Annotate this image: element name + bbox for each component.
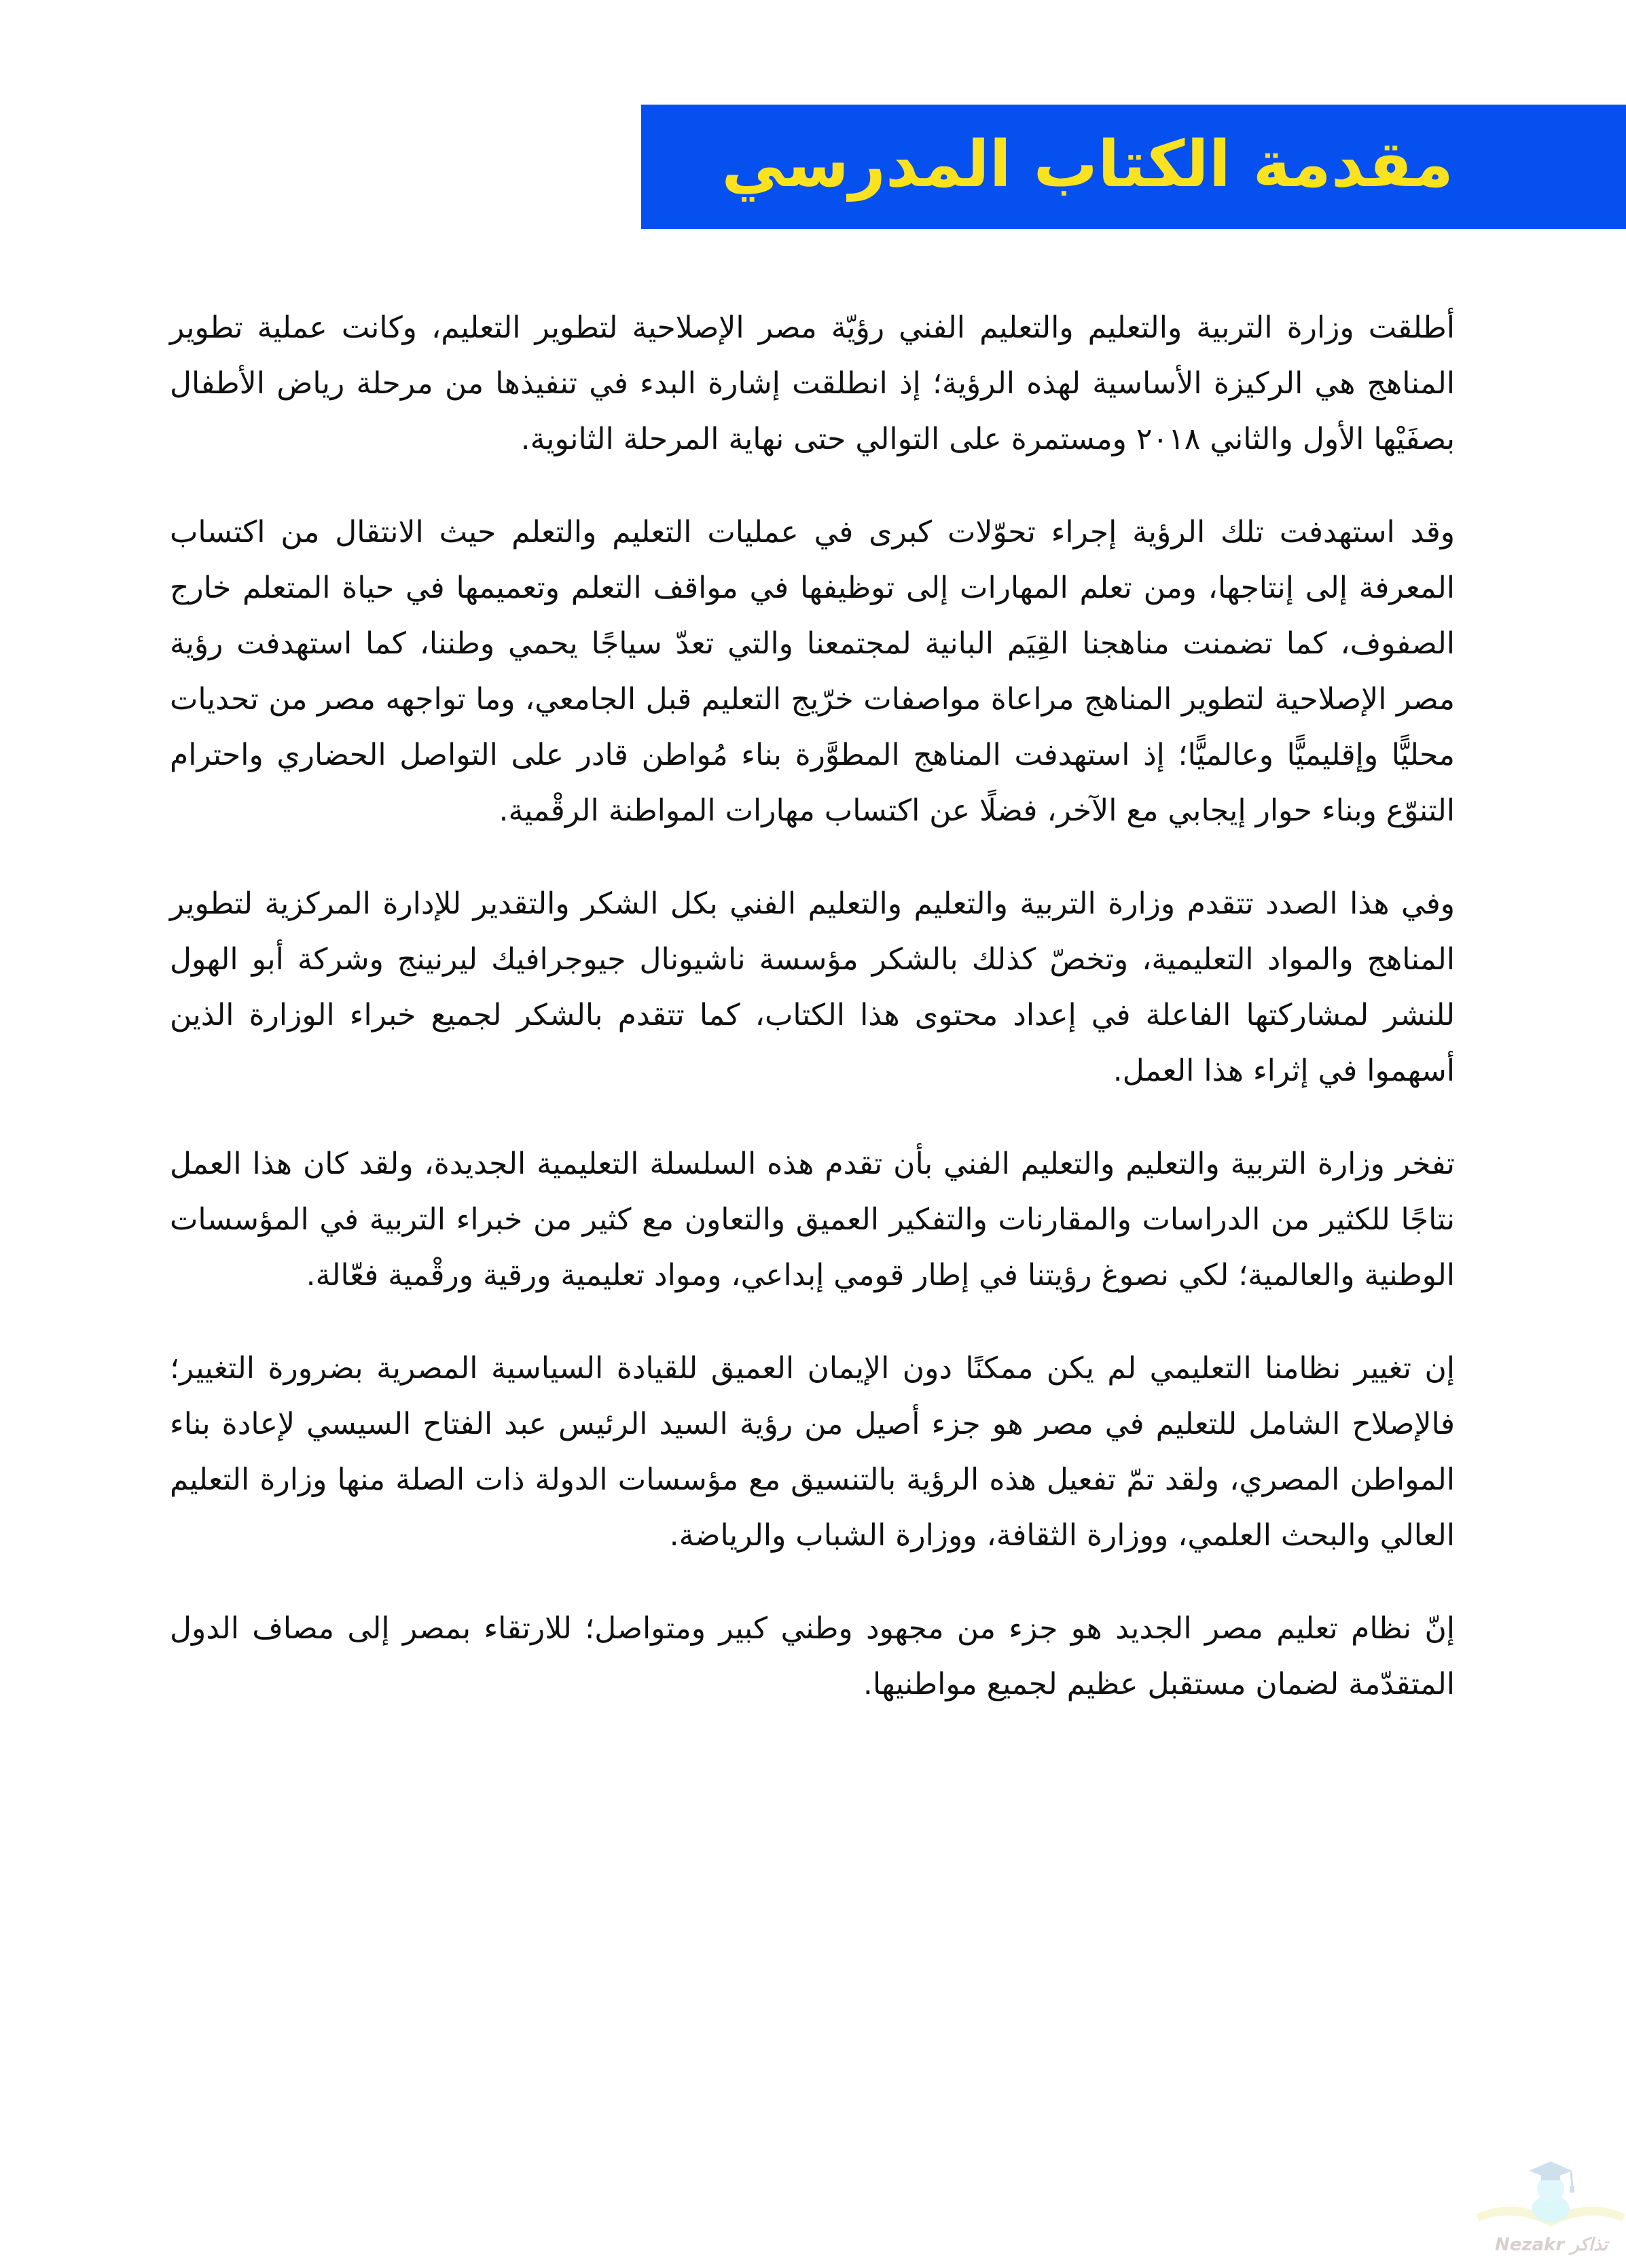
paragraph-1: أطلقت وزارة التربية والتعليم والتعليم الفني رؤيّة مصر الإصلاحية لتطوير التعليم، وكانت عملية تطوير المناهج هي الركيزة الأساسية لهذه الرؤية؛ إذ انطلقت إشارة البدء في تنفيذها من مرحلة رياض الأطفال بصفَيْها الأول والثاني ٢٠١٨ ومستمرة على التوالي حتى نهاية المرحلة الثانوية. <box>170 310 1455 456</box>
title-bar <box>641 105 1626 229</box>
watermark-label: Nezakr تذاكر <box>1494 2235 1608 2255</box>
paragraph-4: تفخر وزارة التربية والتعليم والتعليم الفني بأن تقدم هذه السلسلة التعليمية الجديدة، ولقد كان هذا العمل نتاجًا للكثير من الدراسات والمقارنات والتفكير العميق والتعاون مع كثير من خبراء التربية في المؤسسات الوطنية والعالمية؛ لكي نصوغ رؤيتنا في إطار قومي إبداعي، ومواد تعليمية ورقية ورقْمية فعّالة. <box>170 1147 1455 1293</box>
paragraph-2: وقد استهدفت تلك الرؤية إجراء تحوّلات كبرى في عمليات التعليم والتعلم حيث الانتقال من اكتساب المعرفة إلى إنتاجها، ومن تعلم المهارات إلى توظيفها في مواقف التعلم وتعميمها في حياة المتعلم خارج الصفوف، كما تضمنت مناهجنا القِيَم البانية لمجتمعنا والتي تعدّ سياجًا يحمي وطننا، كما استهدفت رؤية مصر الإصلاحية لتطوير المناهج مراعاة مواصفات خرّيج التعليم قبل الجامعي، وما تواجهه مصر من تحديات محليًّا وإقليميًّا وعالميًّا؛ إذ استهدفت المناهج المطوَّرة بناء مُواطن قادر على التواصل الحضاري واحترام التنوّع وبناء حوار إيجابي مع الآخر، فضلًا عن اكتساب مهارات المواطنة الرقْمية. <box>170 515 1455 828</box>
paragraph-6: إنّ نظام تعليم مصر الجديد هو جزء من مجهود وطني كبير ومتواصل؛ للارتقاء بمصر إلى مصاف الدول المتقدّمة لضمان مستقبل عظيم لجميع مواطنيها. <box>170 1611 1455 1702</box>
intro-body <box>170 300 1455 1750</box>
watermark-logo <box>1476 2160 1625 2262</box>
paragraph-3: وفي هذا الصدد تتقدم وزارة التربية والتعليم والتعليم الفني بكل الشكر والتقدير للإدارة المركزية لتطوير المناهج والمواد التعليمية، وتخصّ كذلك بالشكر مؤسسة ناشيونال جيوجرافيك ليرنينج وشركة أبو الهول للنشر لمشاركتها الفاعلة في إعداد محتوى هذا الكتاب، كما تتقدم بالشكر لجميع خبراء الوزارة الذين أسهموا في إثراء هذا العمل. <box>170 886 1455 1088</box>
paragraph-5: إن تغيير نظامنا التعليمي لم يكن ممكنًا دون الإيمان العميق للقيادة السياسية المصرية بضرورة التغيير؛ فالإصلاح الشامل للتعليم في مصر هو جزء أصيل من رؤية السيد الرئيس عبد الفتاح السيسي لإعادة بناء المواطن المصري، ولقد تمّ تفعيل هذه الرؤية بالتنسيق مع مؤسسات الدولة ذات الصلة منها وزارة التعليم العالي والبحث العلمي، ووزارة الثقافة، ووزارة الشباب والرياضة. <box>170 1351 1455 1553</box>
page-title: مقدمة الكتاب المدرسي <box>721 127 1453 202</box>
graduate-book-icon <box>1476 2160 1625 2242</box>
